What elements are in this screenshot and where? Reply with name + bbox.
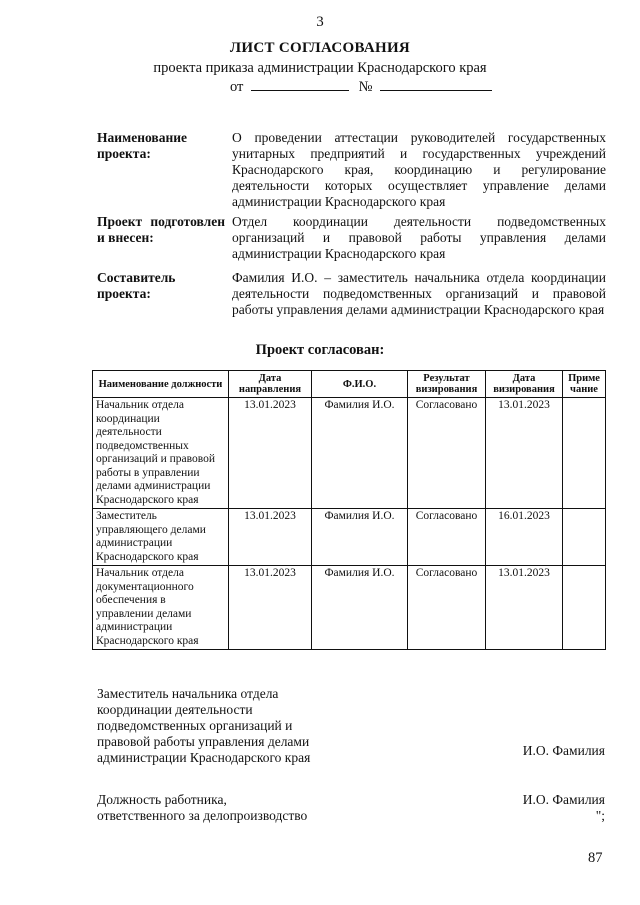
date-number-line (230, 78, 492, 96)
col-header-visa-date: Дата визирования (486, 371, 563, 398)
number-prefix: № (358, 79, 373, 95)
table-row (93, 566, 606, 650)
table-header-row (93, 371, 606, 398)
table-row (93, 398, 606, 509)
author-value: Фамилия И.О. – заместитель начальника отдела координации деятельности подведомственных организаций и правовой работы управления делами администрации Краснодарского края (232, 270, 606, 317)
cell-position: Начальник отдела координации деятельности подведомственных организаций и правовой работы в управлении делами администрации Краснодарского края (93, 398, 229, 509)
project-name-label: Наименование проекта: (97, 130, 187, 161)
signature-position-1: Заместитель начальника отдела координации деятельности подведомственных организаций и правовой работы управления делами администрации Краснодарского края (97, 686, 311, 765)
cell-result: Согласовано (408, 398, 486, 509)
cell-sent-date: 13.01.2023 (229, 398, 312, 509)
col-header-note: Приме чание (563, 371, 606, 398)
page-number-top: 3 (316, 14, 324, 30)
signature-name-1: И.О. Фамилия (522, 743, 605, 758)
cell-visa-date: 13.01.2023 (486, 566, 563, 650)
date-prefix: от (230, 79, 244, 95)
cell-visa-date: 16.01.2023 (486, 509, 563, 566)
table-row (93, 509, 606, 566)
project-name-value: О проведении аттестации руководителей государственных унитарных предприятий и государственных учреждений Краснодарского края, координацию и регулирование деятельности которых осуществляет управление делами администрации Краснодарского края (232, 130, 606, 209)
cell-position: Заместитель управляющего делами администрации Краснодарского края (93, 509, 229, 566)
signature-name-2: И.О. Фамилия (522, 792, 605, 807)
cell-sent-date: 13.01.2023 (229, 509, 312, 566)
cell-result: Согласовано (408, 509, 486, 566)
cell-note (563, 398, 606, 509)
cell-result: Согласовано (408, 566, 486, 650)
cell-sent-date: 13.01.2023 (229, 566, 312, 650)
document-subtitle: проекта приказа администрации Краснодарского края (153, 60, 487, 76)
cell-name: Фамилия И.О. (312, 566, 408, 650)
approval-title: Проект согласован: (255, 342, 385, 358)
col-header-sent-date: Дата направления (229, 371, 312, 398)
closing-quote: "; (595, 808, 605, 823)
prepared-by-label: Проект подготовлен и внесен: (97, 214, 225, 245)
col-header-result: Результат визирования (408, 371, 486, 398)
author-label: Составитель проекта: (97, 270, 176, 301)
approval-table (92, 370, 606, 650)
col-header-position: Наименование должности (93, 371, 229, 398)
cell-visa-date: 13.01.2023 (486, 398, 563, 509)
signature-position-2: Должность работника, ответственного за делопроизводство (97, 792, 308, 823)
cell-name: Фамилия И.О. (312, 398, 408, 509)
cell-name: Фамилия И.О. (312, 509, 408, 566)
cell-position: Начальник отдела документационного обеспечения в управлении делами администрации Краснодарского края (93, 566, 229, 650)
date-blank-line (251, 78, 349, 91)
document-title: ЛИСТ СОГЛАСОВАНИЯ (229, 40, 411, 56)
cell-note (563, 509, 606, 566)
cell-note (563, 566, 606, 650)
col-header-name: Ф.И.О. (312, 371, 408, 398)
number-blank-line (380, 78, 492, 91)
page-number-bottom: 87 (588, 850, 603, 866)
prepared-by-value: Отдел координации деятельности подведомственных организаций и правовой работы управления делами администрации Краснодарского края (232, 214, 606, 261)
